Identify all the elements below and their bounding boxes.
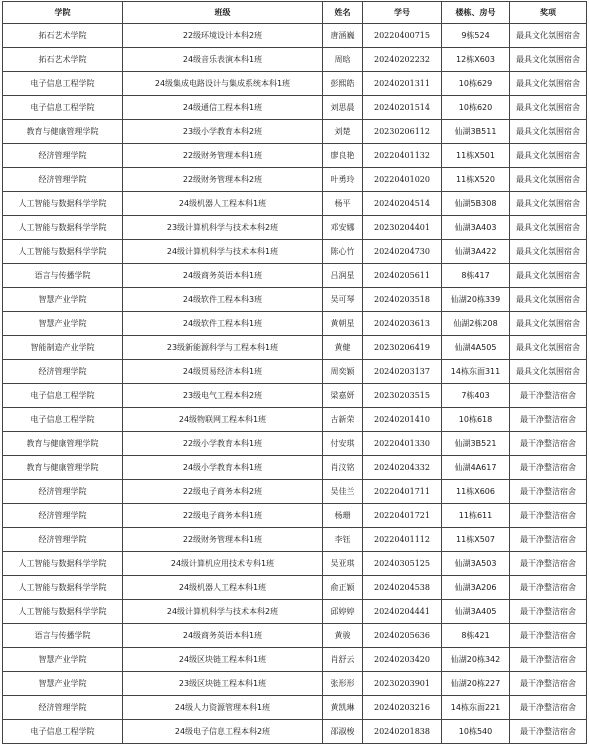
award-cell: 最具文化氛围宿舍 bbox=[510, 192, 587, 216]
class-cell: 23级新能源科学与工程本科1班 bbox=[123, 336, 323, 360]
student-id-cell: 20220401711 bbox=[363, 480, 442, 504]
award-cell: 最干净整洁宿舍 bbox=[510, 456, 587, 480]
name-cell: 吴亚琪 bbox=[323, 552, 363, 576]
college-cell: 教育与健康管理学院 bbox=[3, 432, 123, 456]
student-id-cell: 20220401330 bbox=[363, 432, 442, 456]
class-cell: 24级贸易经济本科1班 bbox=[123, 360, 323, 384]
class-cell: 24级集成电路设计与集成系统本科1班 bbox=[123, 72, 323, 96]
table-row bbox=[3, 552, 587, 576]
student-id-cell: 20240204332 bbox=[363, 456, 442, 480]
college-cell: 人工智能与数据科学学院 bbox=[3, 552, 123, 576]
name-cell: 邵淑梭 bbox=[323, 720, 363, 744]
class-cell: 24级软件工程本科1班 bbox=[123, 312, 323, 336]
class-cell: 22级财务管理本科2班 bbox=[123, 168, 323, 192]
table-row bbox=[3, 672, 587, 696]
name-cell: 陈心竹 bbox=[323, 240, 363, 264]
header-student-id: 学号 bbox=[363, 2, 442, 24]
class-cell: 22级环境设计本科2班 bbox=[123, 24, 323, 48]
room-cell: 仙湖3B521 bbox=[442, 432, 510, 456]
table-row bbox=[3, 528, 587, 552]
award-cell: 最干净整洁宿舍 bbox=[510, 480, 587, 504]
name-cell: 张形形 bbox=[323, 672, 363, 696]
award-cell: 最具文化氛围宿舍 bbox=[510, 360, 587, 384]
header-class: 班级 bbox=[123, 2, 323, 24]
room-cell: 仙湖4A617 bbox=[442, 456, 510, 480]
award-cell: 最具文化氛围宿舍 bbox=[510, 24, 587, 48]
award-cell: 最具文化氛围宿舍 bbox=[510, 96, 587, 120]
table-row bbox=[3, 360, 587, 384]
room-cell: 仙湖20栋339 bbox=[442, 288, 510, 312]
room-cell: 仙湖20栋227 bbox=[442, 672, 510, 696]
award-cell: 最具文化氛围宿舍 bbox=[510, 336, 587, 360]
college-cell: 经济管理学院 bbox=[3, 144, 123, 168]
name-cell: 俞正颖 bbox=[323, 576, 363, 600]
room-cell: 仙湖3A405 bbox=[442, 600, 510, 624]
student-id-cell: 20240205636 bbox=[363, 624, 442, 648]
class-cell: 24级商务英语本科1班 bbox=[123, 624, 323, 648]
room-cell: 11栋X606 bbox=[442, 480, 510, 504]
award-table-sheet bbox=[2, 1, 586, 744]
class-cell: 24级通信工程本科1班 bbox=[123, 96, 323, 120]
student-id-cell: 20240201838 bbox=[363, 720, 442, 744]
student-id-cell: 20240203613 bbox=[363, 312, 442, 336]
name-cell: 叶勇玲 bbox=[323, 168, 363, 192]
table-row bbox=[3, 120, 587, 144]
student-id-cell: 20240205611 bbox=[363, 264, 442, 288]
table-row bbox=[3, 504, 587, 528]
class-cell: 24级计算机应用技术专科1班 bbox=[123, 552, 323, 576]
class-cell: 24级机器人工程本科1班 bbox=[123, 192, 323, 216]
table-row bbox=[3, 288, 587, 312]
student-id-cell: 20230203901 bbox=[363, 672, 442, 696]
student-id-cell: 20230203515 bbox=[363, 384, 442, 408]
college-cell: 经济管理学院 bbox=[3, 168, 123, 192]
award-cell: 最干净整洁宿舍 bbox=[510, 600, 587, 624]
name-cell: 黄健 bbox=[323, 336, 363, 360]
room-cell: 11栋X507 bbox=[442, 528, 510, 552]
table-body bbox=[3, 24, 587, 744]
college-cell: 智慧产业学院 bbox=[3, 672, 123, 696]
room-cell: 7栋403 bbox=[442, 384, 510, 408]
room-cell: 12栋X603 bbox=[442, 48, 510, 72]
student-id-cell: 20240201311 bbox=[363, 72, 442, 96]
student-id-cell: 20220401112 bbox=[363, 528, 442, 552]
name-cell: 黄骏 bbox=[323, 624, 363, 648]
student-id-cell: 20240201514 bbox=[363, 96, 442, 120]
room-cell: 8栋417 bbox=[442, 264, 510, 288]
table-row bbox=[3, 264, 587, 288]
student-id-cell: 20220401020 bbox=[363, 168, 442, 192]
award-cell: 最干净整洁宿舍 bbox=[510, 576, 587, 600]
name-cell: 刘思晨 bbox=[323, 96, 363, 120]
college-cell: 教育与健康管理学院 bbox=[3, 456, 123, 480]
room-cell: 9栋524 bbox=[442, 24, 510, 48]
table-row bbox=[3, 576, 587, 600]
table-row bbox=[3, 240, 587, 264]
header-name: 姓名 bbox=[323, 2, 363, 24]
college-cell: 经济管理学院 bbox=[3, 480, 123, 504]
room-cell: 仙湖20栋342 bbox=[442, 648, 510, 672]
class-cell: 24级商务英语本科1班 bbox=[123, 264, 323, 288]
table-row bbox=[3, 408, 587, 432]
class-cell: 23级电气工程本科2班 bbox=[123, 384, 323, 408]
name-cell: 吕润星 bbox=[323, 264, 363, 288]
class-cell: 22级电子商务本科2班 bbox=[123, 480, 323, 504]
name-cell: 黄朝星 bbox=[323, 312, 363, 336]
student-id-cell: 20240204538 bbox=[363, 576, 442, 600]
name-cell: 肖汶铭 bbox=[323, 456, 363, 480]
college-cell: 语言与传播学院 bbox=[3, 264, 123, 288]
header-row bbox=[3, 2, 587, 24]
award-cell: 最干净整洁宿舍 bbox=[510, 504, 587, 528]
award-cell: 最干净整洁宿舍 bbox=[510, 528, 587, 552]
table-row bbox=[3, 432, 587, 456]
class-cell: 24级物联网工程本科1班 bbox=[123, 408, 323, 432]
college-cell: 拓石艺术学院 bbox=[3, 24, 123, 48]
college-cell: 人工智能与数据科学学院 bbox=[3, 216, 123, 240]
table-row bbox=[3, 456, 587, 480]
name-cell: 古新荣 bbox=[323, 408, 363, 432]
college-cell: 人工智能与数据科学学院 bbox=[3, 576, 123, 600]
award-cell: 最干净整洁宿舍 bbox=[510, 720, 587, 744]
class-cell: 24级计算机科学与技术本科1班 bbox=[123, 240, 323, 264]
college-cell: 人工智能与数据科学学院 bbox=[3, 240, 123, 264]
award-cell: 最干净整洁宿舍 bbox=[510, 432, 587, 456]
college-cell: 电子信息工程学院 bbox=[3, 72, 123, 96]
award-cell: 最具文化氛围宿舍 bbox=[510, 288, 587, 312]
table-row bbox=[3, 72, 587, 96]
name-cell: 杨平 bbox=[323, 192, 363, 216]
award-cell: 最干净整洁宿舍 bbox=[510, 384, 587, 408]
table-row bbox=[3, 600, 587, 624]
award-cell: 最具文化氛围宿舍 bbox=[510, 144, 587, 168]
class-cell: 24级音乐表演本科1班 bbox=[123, 48, 323, 72]
name-cell: 黄凯琳 bbox=[323, 696, 363, 720]
student-id-cell: 20220401721 bbox=[363, 504, 442, 528]
student-id-cell: 20230204401 bbox=[363, 216, 442, 240]
award-cell: 最干净整洁宿舍 bbox=[510, 648, 587, 672]
college-cell: 经济管理学院 bbox=[3, 696, 123, 720]
room-cell: 10栋540 bbox=[442, 720, 510, 744]
header-room: 楼栋、房号 bbox=[442, 2, 510, 24]
table-row bbox=[3, 168, 587, 192]
room-cell: 10栋629 bbox=[442, 72, 510, 96]
room-cell: 11栋611 bbox=[442, 504, 510, 528]
college-cell: 电子信息工程学院 bbox=[3, 408, 123, 432]
table-row bbox=[3, 96, 587, 120]
class-cell: 22级小学教育本科1班 bbox=[123, 432, 323, 456]
room-cell: 10栋618 bbox=[442, 408, 510, 432]
name-cell: 邱婷婷 bbox=[323, 600, 363, 624]
student-id-cell: 20240203137 bbox=[363, 360, 442, 384]
room-cell: 14栋东面221 bbox=[442, 696, 510, 720]
college-cell: 拓石艺术学院 bbox=[3, 48, 123, 72]
student-id-cell: 20240202232 bbox=[363, 48, 442, 72]
college-cell: 智能制造产业学院 bbox=[3, 336, 123, 360]
table-row bbox=[3, 48, 587, 72]
award-cell: 最干净整洁宿舍 bbox=[510, 552, 587, 576]
room-cell: 11栋X520 bbox=[442, 168, 510, 192]
room-cell: 仙湖3B511 bbox=[442, 120, 510, 144]
college-cell: 智慧产业学院 bbox=[3, 312, 123, 336]
name-cell: 周晗 bbox=[323, 48, 363, 72]
name-cell: 杨珊 bbox=[323, 504, 363, 528]
class-cell: 22级财务管理本科1班 bbox=[123, 144, 323, 168]
room-cell: 仙湖3A403 bbox=[442, 216, 510, 240]
table-row bbox=[3, 624, 587, 648]
award-cell: 最具文化氛围宿舍 bbox=[510, 72, 587, 96]
award-cell: 最具文化氛围宿舍 bbox=[510, 168, 587, 192]
award-cell: 最干净整洁宿舍 bbox=[510, 672, 587, 696]
header-college: 学院 bbox=[3, 2, 123, 24]
name-cell: 唐涵巍 bbox=[323, 24, 363, 48]
name-cell: 刘楚 bbox=[323, 120, 363, 144]
room-cell: 11栋X501 bbox=[442, 144, 510, 168]
class-cell: 24级软件工程本科3班 bbox=[123, 288, 323, 312]
class-cell: 24级机器人工程本科1班 bbox=[123, 576, 323, 600]
name-cell: 李钰 bbox=[323, 528, 363, 552]
award-cell: 最干净整洁宿舍 bbox=[510, 696, 587, 720]
student-id-cell: 20240201410 bbox=[363, 408, 442, 432]
class-cell: 24级区块链工程本科1班 bbox=[123, 648, 323, 672]
table-row bbox=[3, 24, 587, 48]
college-cell: 电子信息工程学院 bbox=[3, 720, 123, 744]
class-cell: 24级计算机科学与技术本科2班 bbox=[123, 600, 323, 624]
room-cell: 仙湖5B308 bbox=[442, 192, 510, 216]
name-cell: 邓安娜 bbox=[323, 216, 363, 240]
table-row bbox=[3, 696, 587, 720]
college-cell: 电子信息工程学院 bbox=[3, 384, 123, 408]
header-award: 奖项 bbox=[510, 2, 587, 24]
award-cell: 最具文化氛围宿舍 bbox=[510, 312, 587, 336]
student-id-cell: 20240305125 bbox=[363, 552, 442, 576]
room-cell: 仙湖3A503 bbox=[442, 552, 510, 576]
student-id-cell: 20240204730 bbox=[363, 240, 442, 264]
student-id-cell: 20230206112 bbox=[363, 120, 442, 144]
name-cell: 付安琪 bbox=[323, 432, 363, 456]
table-row bbox=[3, 336, 587, 360]
college-cell: 智慧产业学院 bbox=[3, 648, 123, 672]
room-cell: 8栋421 bbox=[442, 624, 510, 648]
class-cell: 24级电子信息工程本科2班 bbox=[123, 720, 323, 744]
name-cell: 彭熙皓 bbox=[323, 72, 363, 96]
student-id-cell: 20240204441 bbox=[363, 600, 442, 624]
award-cell: 最具文化氛围宿舍 bbox=[510, 240, 587, 264]
student-id-cell: 20240203420 bbox=[363, 648, 442, 672]
table-row bbox=[3, 312, 587, 336]
student-id-cell: 20240203216 bbox=[363, 696, 442, 720]
room-cell: 仙湖3A422 bbox=[442, 240, 510, 264]
name-cell: 肖舒云 bbox=[323, 648, 363, 672]
award-cell: 最具文化氛围宿舍 bbox=[510, 120, 587, 144]
class-cell: 24级小学教育本科1班 bbox=[123, 456, 323, 480]
student-id-cell: 20240203518 bbox=[363, 288, 442, 312]
room-cell: 10栋620 bbox=[442, 96, 510, 120]
college-cell: 人工智能与数据科学学院 bbox=[3, 600, 123, 624]
room-cell: 仙湖2栋208 bbox=[442, 312, 510, 336]
name-cell: 吴佳兰 bbox=[323, 480, 363, 504]
class-cell: 23级计算机科学与技术本科2班 bbox=[123, 216, 323, 240]
award-cell: 最具文化氛围宿舍 bbox=[510, 48, 587, 72]
room-cell: 仙湖4A505 bbox=[442, 336, 510, 360]
room-cell: 14栋东面311 bbox=[442, 360, 510, 384]
college-cell: 经济管理学院 bbox=[3, 504, 123, 528]
college-cell: 经济管理学院 bbox=[3, 360, 123, 384]
table-row bbox=[3, 144, 587, 168]
name-cell: 周奕颖 bbox=[323, 360, 363, 384]
student-id-cell: 20240204514 bbox=[363, 192, 442, 216]
class-cell: 22级财务管理本科1班 bbox=[123, 528, 323, 552]
college-cell: 经济管理学院 bbox=[3, 528, 123, 552]
student-id-cell: 20220401132 bbox=[363, 144, 442, 168]
name-cell: 廖良艳 bbox=[323, 144, 363, 168]
table-row bbox=[3, 384, 587, 408]
table-row bbox=[3, 192, 587, 216]
award-cell: 最具文化氛围宿舍 bbox=[510, 216, 587, 240]
table-row bbox=[3, 720, 587, 744]
name-cell: 吴可琴 bbox=[323, 288, 363, 312]
table-row bbox=[3, 648, 587, 672]
award-cell: 最干净整洁宿舍 bbox=[510, 624, 587, 648]
class-cell: 24级人力资源管理本科1班 bbox=[123, 696, 323, 720]
college-cell: 语言与传播学院 bbox=[3, 624, 123, 648]
college-cell: 人工智能与数据科学学院 bbox=[3, 192, 123, 216]
class-cell: 23级小学教育本科2班 bbox=[123, 120, 323, 144]
college-cell: 智慧产业学院 bbox=[3, 288, 123, 312]
college-cell: 教育与健康管理学院 bbox=[3, 120, 123, 144]
class-cell: 22级电子商务本科1班 bbox=[123, 504, 323, 528]
class-cell: 23级区块链工程本科1班 bbox=[123, 672, 323, 696]
student-id-cell: 20230206419 bbox=[363, 336, 442, 360]
award-cell: 最干净整洁宿舍 bbox=[510, 408, 587, 432]
room-cell: 仙湖3A206 bbox=[442, 576, 510, 600]
table-row bbox=[3, 480, 587, 504]
dormitory-award-table bbox=[2, 1, 587, 744]
student-id-cell: 20220400715 bbox=[363, 24, 442, 48]
name-cell: 梁嘉妍 bbox=[323, 384, 363, 408]
college-cell: 电子信息工程学院 bbox=[3, 96, 123, 120]
award-cell: 最具文化氛围宿舍 bbox=[510, 264, 587, 288]
table-row bbox=[3, 216, 587, 240]
